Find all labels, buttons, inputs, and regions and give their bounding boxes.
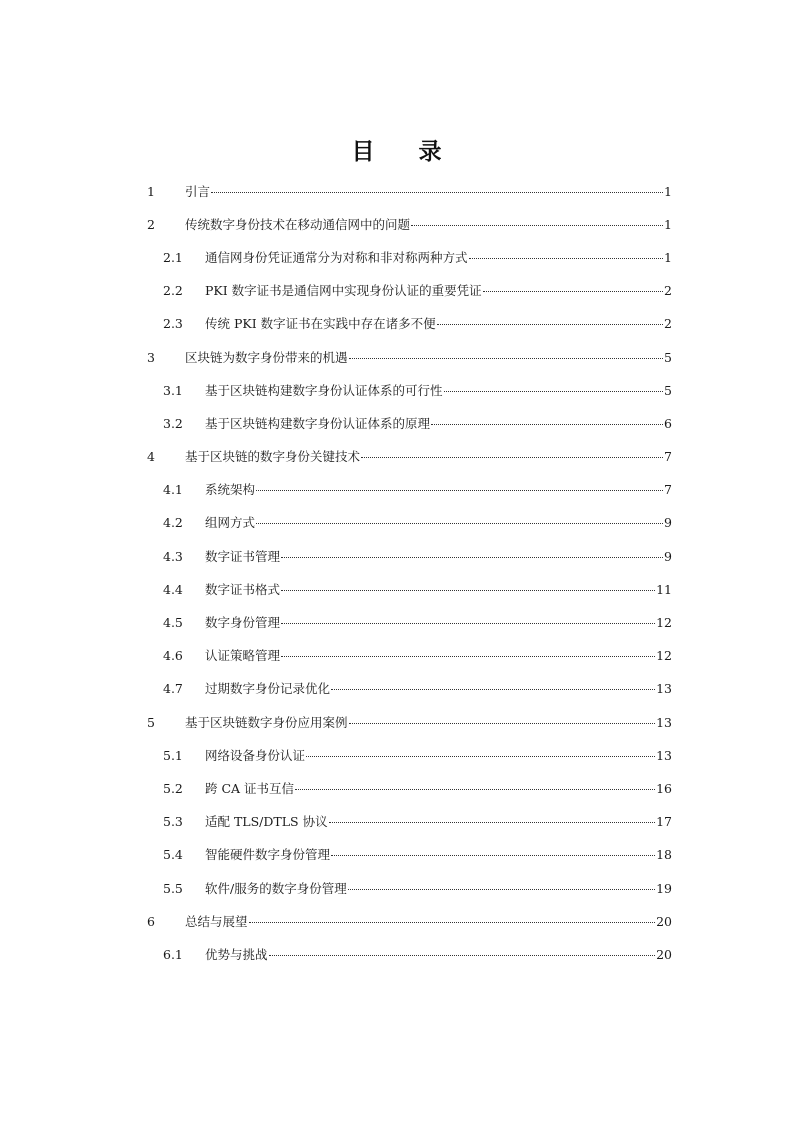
toc-entry-line (205, 482, 672, 498)
toc-entry-number: 6.1 (163, 946, 183, 962)
toc-entry-number: 5.1 (163, 747, 183, 763)
dot-leader (306, 756, 655, 757)
toc-entry-number: 5.2 (163, 780, 183, 796)
toc-entry[interactable] (0, 872, 793, 905)
toc-entry[interactable] (0, 673, 793, 706)
toc-entry-title[interactable]: 系统架构 (205, 482, 256, 498)
toc-entry-title[interactable]: 传统 PKI 数字证书在实践中存在诸多不便 (205, 316, 436, 332)
toc-entry-title[interactable]: 传统数字身份技术在移动通信网中的问题 (185, 216, 411, 232)
toc-entry[interactable] (0, 241, 793, 274)
toc-entry-line (205, 549, 672, 565)
toc-entry-number: 2.2 (163, 283, 183, 299)
toc-entry-line (185, 217, 672, 233)
toc-entry-line (185, 914, 672, 930)
toc-entry-line (205, 316, 672, 332)
toc-entry-number: 4.4 (163, 581, 183, 597)
toc-entry-number: 3.2 (163, 415, 183, 431)
toc-entry-title[interactable]: 认证策略管理 (205, 648, 281, 664)
toc-entry-line (205, 383, 672, 399)
toc-entry-number: 5 (147, 714, 155, 730)
table-of-contents (0, 175, 793, 972)
toc-entry[interactable] (0, 474, 793, 507)
toc-entry-number: 4 (147, 449, 155, 465)
toc-entry[interactable] (0, 739, 793, 772)
toc-entry[interactable] (0, 640, 793, 673)
dot-leader (431, 424, 663, 425)
toc-entry[interactable] (0, 706, 793, 739)
dot-leader (444, 391, 664, 392)
toc-entry-line (205, 648, 672, 664)
toc-entry[interactable] (0, 407, 793, 440)
toc-entry-line (205, 814, 672, 830)
dot-leader (469, 258, 664, 259)
dot-leader (281, 656, 655, 657)
toc-entry-number: 3.1 (163, 382, 183, 398)
dot-leader (256, 523, 663, 524)
toc-entry-line (205, 748, 672, 764)
toc-entry-page-number: 13 (656, 747, 672, 763)
dot-leader (281, 557, 663, 558)
toc-entry-title[interactable]: 智能硬件数字身份管理 (205, 847, 331, 863)
toc-entry[interactable] (0, 573, 793, 606)
toc-entry-page-number: 1 (664, 216, 672, 232)
toc-entry-page-number: 9 (664, 548, 672, 564)
toc-entry[interactable] (0, 308, 793, 341)
toc-entry-page-number: 19 (656, 880, 672, 896)
toc-entry[interactable] (0, 905, 793, 938)
dot-leader (256, 490, 663, 491)
toc-entry[interactable] (0, 175, 793, 208)
toc-entry-page-number: 20 (656, 913, 672, 929)
toc-entry-line (205, 582, 672, 598)
toc-entry-page-number: 1 (664, 249, 672, 265)
toc-entry-number: 5.3 (163, 814, 183, 830)
toc-entry-page-number: 18 (656, 847, 672, 863)
toc-entry-page-number: 11 (656, 581, 672, 597)
toc-entry-title[interactable]: 数字证书格式 (205, 581, 281, 597)
toc-entry-title[interactable]: 基于区块链构建数字身份认证体系的可行性 (205, 382, 443, 398)
toc-entry-title[interactable]: 网络设备身份认证 (205, 747, 306, 763)
toc-entry-title[interactable]: 基于区块链的数字身份关键技术 (185, 449, 361, 465)
toc-entry[interactable] (0, 938, 793, 971)
toc-entry-line (185, 449, 672, 465)
toc-entry-title[interactable]: 数字身份管理 (205, 615, 281, 631)
toc-entry-page-number: 20 (656, 946, 672, 962)
toc-entry-number: 6 (147, 913, 155, 929)
toc-entry-page-number: 9 (664, 515, 672, 531)
dot-leader (249, 922, 656, 923)
toc-entry-title[interactable]: 组网方式 (205, 515, 256, 531)
toc-entry[interactable] (0, 208, 793, 241)
dot-leader (361, 457, 663, 458)
toc-entry-number: 4.3 (163, 548, 183, 564)
toc-title: 目 录 (351, 139, 460, 165)
toc-entry[interactable] (0, 806, 793, 839)
toc-entry-title[interactable]: 引言 (185, 183, 211, 199)
toc-entry-line (185, 715, 672, 731)
toc-entry[interactable] (0, 341, 793, 374)
toc-entry-line (185, 350, 672, 366)
toc-entry-line (205, 283, 672, 299)
toc-entry-number: 4.6 (163, 648, 183, 664)
toc-entry[interactable] (0, 540, 793, 573)
dot-leader (329, 822, 656, 823)
toc-entry-title[interactable]: 适配 TLS/DTLS 协议 (205, 814, 328, 830)
toc-entry-line (205, 881, 672, 897)
toc-entry-page-number: 5 (664, 349, 672, 365)
dot-leader (281, 590, 655, 591)
dot-leader (349, 358, 664, 359)
toc-entry-number: 4.2 (163, 515, 183, 531)
toc-entry-title[interactable]: 基于区块链构建数字身份认证体系的原理 (205, 415, 431, 431)
dot-leader (411, 225, 663, 226)
dot-leader (437, 324, 663, 325)
toc-entry-number: 5.4 (163, 847, 183, 863)
toc-entry-title[interactable]: 区块链为数字身份带来的机遇 (185, 349, 348, 365)
dot-leader (331, 689, 655, 690)
dot-leader (281, 623, 655, 624)
toc-entry-number: 4.1 (163, 482, 183, 498)
toc-entry[interactable] (0, 606, 793, 639)
toc-entry-line (205, 847, 672, 863)
toc-entry-page-number: 17 (656, 814, 672, 830)
toc-entry[interactable] (0, 839, 793, 872)
toc-entry-title[interactable]: 基于区块链数字身份应用案例 (185, 714, 348, 730)
toc-entry-line (205, 615, 672, 631)
dot-leader (348, 889, 655, 890)
dot-leader (349, 723, 656, 724)
toc-entry[interactable] (0, 507, 793, 540)
toc-entry-page-number: 1 (664, 183, 672, 199)
toc-entry-number: 2.1 (163, 249, 183, 265)
toc-entry-line (205, 781, 672, 797)
dot-leader (483, 291, 663, 292)
toc-entry-page-number: 6 (664, 415, 672, 431)
toc-entry-line (205, 416, 672, 432)
toc-entry[interactable] (0, 374, 793, 407)
toc-entry-page-number: 2 (664, 283, 672, 299)
toc-entry-number: 4.5 (163, 615, 183, 631)
toc-entry-title[interactable]: 数字证书管理 (205, 548, 281, 564)
toc-entry-line (205, 947, 672, 963)
toc-entry-page-number: 13 (656, 681, 672, 697)
toc-entry-line (185, 184, 672, 200)
toc-entry-page-number: 7 (664, 482, 672, 498)
toc-entry-title[interactable]: 过期数字身份记录优化 (205, 681, 331, 697)
toc-entry-number: 3 (147, 349, 155, 365)
toc-entry-page-number: 5 (664, 382, 672, 398)
toc-entry-number: 2 (147, 216, 155, 232)
toc-entry[interactable] (0, 275, 793, 308)
toc-entry-title[interactable]: 优势与挑战 (205, 946, 268, 962)
toc-entry-number: 4.7 (163, 681, 183, 697)
toc-entry-title[interactable]: PKI 数字证书是通信网中实现身份认证的重要凭证 (205, 283, 482, 299)
toc-entry-title[interactable]: 跨 CA 证书互信 (205, 780, 295, 796)
dot-leader (331, 855, 655, 856)
toc-entry-page-number: 12 (656, 615, 672, 631)
toc-entry-page-number: 12 (656, 648, 672, 664)
toc-entry[interactable] (0, 772, 793, 805)
toc-entry-page-number: 7 (664, 449, 672, 465)
toc-entry-page-number: 2 (664, 316, 672, 332)
toc-entry-line (205, 681, 672, 697)
toc-entry-page-number: 13 (656, 714, 672, 730)
toc-entry-page-number: 16 (656, 780, 672, 796)
toc-entry-title[interactable]: 通信网身份凭证通常分为对称和非对称两种方式 (205, 249, 468, 265)
toc-entry[interactable] (0, 441, 793, 474)
toc-entry-line (205, 515, 672, 531)
dot-leader (269, 955, 656, 956)
toc-entry-title[interactable]: 软件/服务的数字身份管理 (205, 880, 347, 896)
toc-entry-line (205, 250, 672, 266)
dot-leader (211, 192, 663, 193)
toc-entry-number: 1 (147, 183, 155, 199)
toc-entry-number: 2.3 (163, 316, 183, 332)
toc-entry-title[interactable]: 总结与展望 (185, 913, 248, 929)
dot-leader (295, 789, 655, 790)
toc-entry-number: 5.5 (163, 880, 183, 896)
